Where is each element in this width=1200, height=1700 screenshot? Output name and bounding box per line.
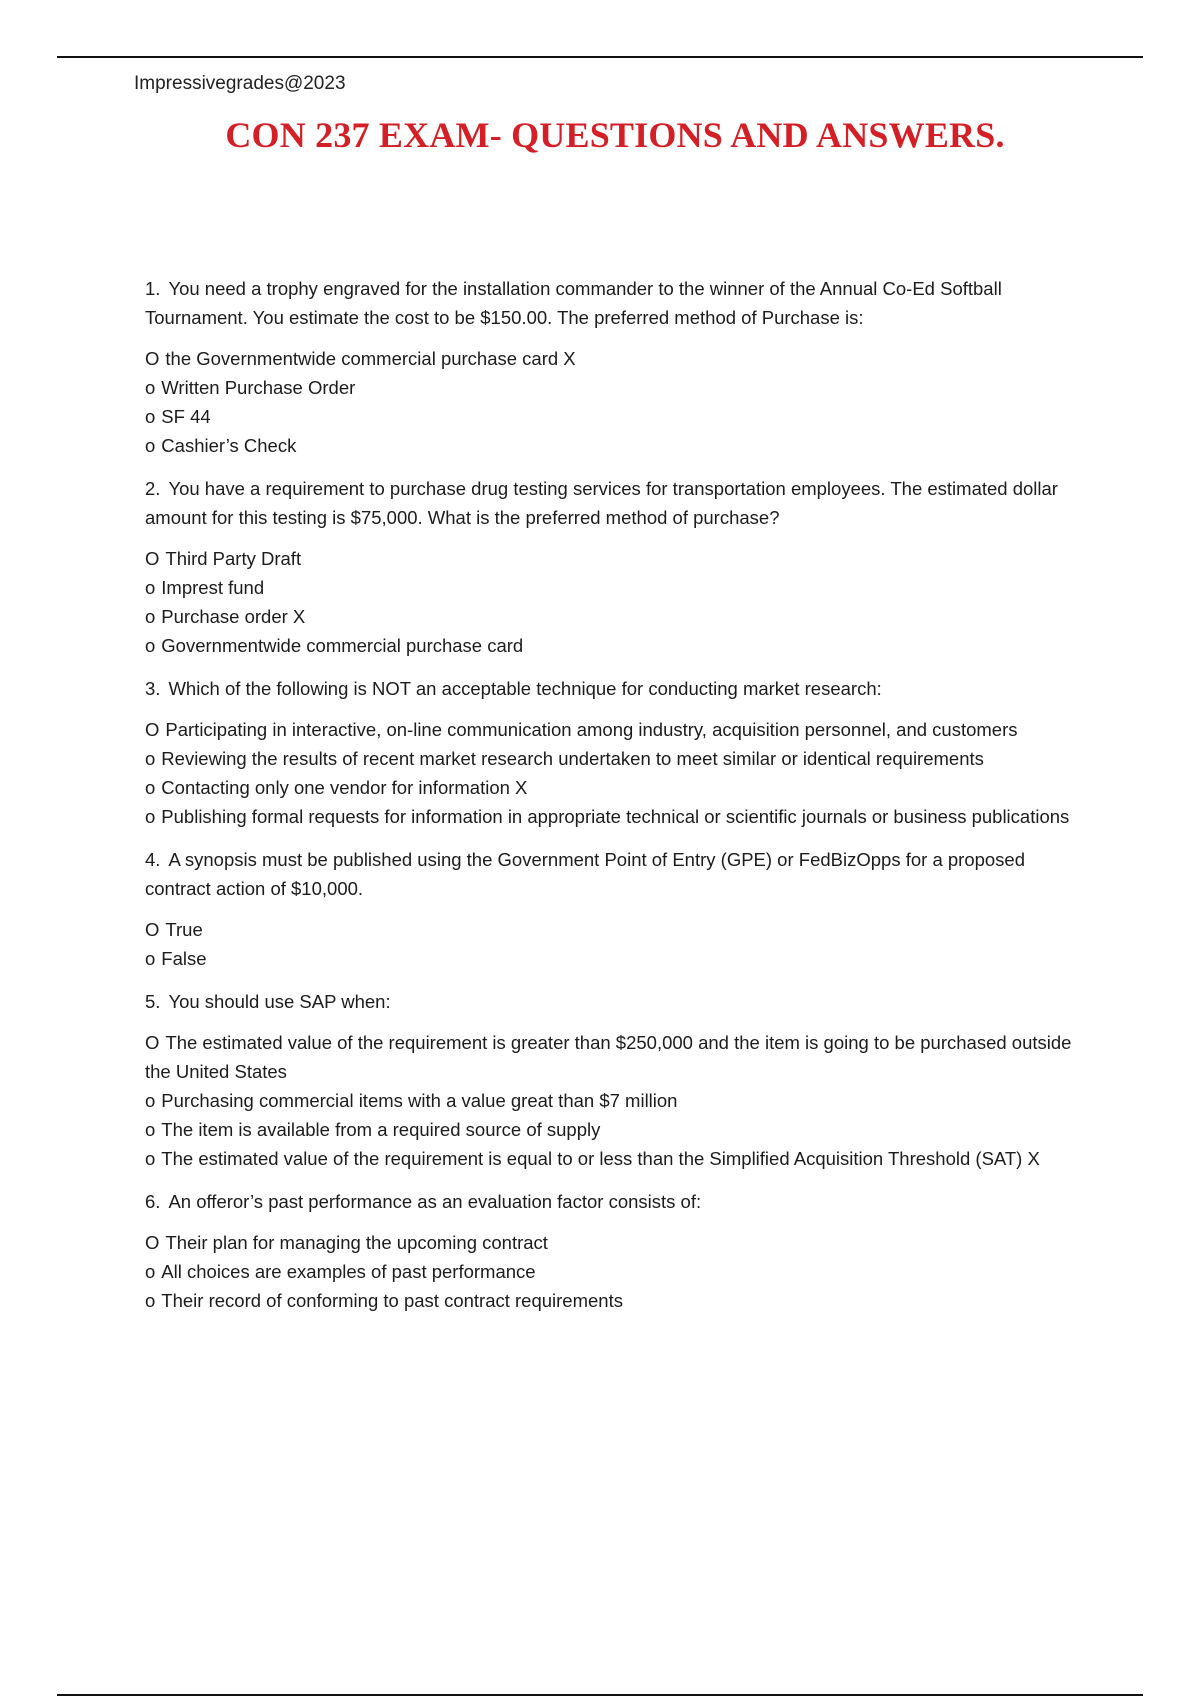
option-text: Reviewing the results of recent market research undertaken to meet similar or identical requirements <box>161 748 984 769</box>
question-text <box>145 274 1075 332</box>
option-list <box>145 715 1075 831</box>
question-prompt: A synopsis must be published using the Government Point of Entry (GPE) or FedBizOpps for a proposed contract action of $10,000. <box>145 849 1026 899</box>
question-number: 5. <box>145 991 161 1012</box>
question-prompt: An offeror’s past performance as an evaluation factor consists of: <box>168 1191 702 1212</box>
option-bullet: O <box>145 1032 160 1053</box>
option-text: the Governmentwide commercial purchase card X <box>165 348 576 369</box>
option-item <box>145 431 1075 460</box>
option-text: Participating in interactive, on-line communication among industry, acquisition personnel, and customers <box>165 719 1018 740</box>
option-bullet: o <box>145 1290 156 1311</box>
option-text: Imprest fund <box>161 577 265 598</box>
question-4 <box>145 845 1075 973</box>
option-list <box>145 1028 1075 1173</box>
option-bullet: o <box>145 577 156 598</box>
option-bullet: o <box>145 606 156 627</box>
option-text: All choices are examples of past performance <box>161 1261 536 1282</box>
option-bullet: o <box>145 806 156 827</box>
option-text: Cashier’s Check <box>161 435 297 456</box>
question-3 <box>145 674 1075 831</box>
option-text: SF 44 <box>161 406 211 427</box>
option-list <box>145 915 1075 973</box>
option-bullet: o <box>145 435 156 456</box>
question-prompt: You have a requirement to purchase drug testing services for transportation employees. The estimated dollar amount for this testing is $75,000. What is the preferred method of purchase? <box>145 478 1058 528</box>
question-prompt: You should use SAP when: <box>168 991 391 1012</box>
option-item <box>145 602 1075 631</box>
document-title: CON 237 EXAM- QUESTIONS AND ANSWERS. <box>225 115 1005 155</box>
option-item <box>145 1228 1075 1257</box>
option-item <box>145 544 1075 573</box>
question-number: 4. <box>145 849 161 870</box>
option-bullet: o <box>145 1119 156 1140</box>
question-text <box>145 674 1075 703</box>
option-text: The estimated value of the requirement is equal to or less than the Simplified Acquisition Threshold (SAT) X <box>161 1148 1040 1169</box>
option-bullet: o <box>145 948 156 969</box>
option-text: The estimated value of the requirement is greater than $250,000 and the item is going to be purchased outside the United States <box>145 1032 1072 1082</box>
option-item <box>145 715 1075 744</box>
option-item <box>145 631 1075 660</box>
option-text: Their record of conforming to past contract requirements <box>161 1290 623 1311</box>
option-text: True <box>165 919 203 940</box>
option-bullet: o <box>145 406 156 427</box>
question-1 <box>145 274 1075 460</box>
option-text: The item is available from a required source of supply <box>161 1119 601 1140</box>
option-item <box>145 802 1075 831</box>
option-bullet: o <box>145 1261 156 1282</box>
option-list <box>145 544 1075 660</box>
option-item <box>145 744 1075 773</box>
option-item <box>145 573 1075 602</box>
option-text: Purchase order X <box>161 606 306 627</box>
option-item <box>145 1086 1075 1115</box>
option-text: Purchasing commercial items with a value great than $7 million <box>161 1090 678 1111</box>
option-item <box>145 373 1075 402</box>
top-divider <box>57 56 1143 58</box>
option-item <box>145 773 1075 802</box>
option-text: Contacting only one vendor for information X <box>161 777 528 798</box>
question-number: 6. <box>145 1191 161 1212</box>
question-prompt: You need a trophy engraved for the installation commander to the winner of the Annual Co-Ed Softball Tournament. You estimate the cost to be $150.00. The preferred method of Purchase is: <box>145 278 1002 328</box>
question-number: 3. <box>145 678 161 699</box>
option-item <box>145 344 1075 373</box>
option-bullet: O <box>145 548 160 569</box>
option-bullet: o <box>145 1148 156 1169</box>
option-text: Written Purchase Order <box>161 377 356 398</box>
option-item <box>145 1257 1075 1286</box>
question-prompt: Which of the following is NOT an acceptable technique for conducting market research: <box>168 678 882 699</box>
option-text: Publishing formal requests for information in appropriate technical or scientific journals or business publications <box>161 806 1070 827</box>
option-text: Their plan for managing the upcoming contract <box>165 1232 548 1253</box>
option-bullet: o <box>145 748 156 769</box>
option-text: Governmentwide commercial purchase card <box>161 635 524 656</box>
option-bullet: o <box>145 1090 156 1111</box>
option-bullet: o <box>145 377 156 398</box>
option-bullet: O <box>145 719 160 740</box>
option-list <box>145 1228 1075 1315</box>
option-list <box>145 344 1075 460</box>
question-6 <box>145 1187 1075 1315</box>
option-bullet: O <box>145 1232 160 1253</box>
option-item <box>145 1115 1075 1144</box>
option-item <box>145 402 1075 431</box>
question-number: 1. <box>145 278 161 299</box>
option-bullet: O <box>145 348 160 369</box>
option-bullet: o <box>145 635 156 656</box>
option-item <box>145 915 1075 944</box>
question-list <box>145 274 1075 1329</box>
option-item <box>145 1144 1075 1173</box>
question-text <box>145 1187 1075 1216</box>
bottom-divider <box>57 1694 1143 1696</box>
question-5 <box>145 987 1075 1173</box>
question-text <box>145 987 1075 1016</box>
option-bullet: O <box>145 919 160 940</box>
question-2 <box>145 474 1075 660</box>
question-number: 2. <box>145 478 161 499</box>
question-text <box>145 474 1075 532</box>
option-bullet: o <box>145 777 156 798</box>
option-item <box>145 1286 1075 1315</box>
option-item <box>145 944 1075 973</box>
option-text: Third Party Draft <box>165 548 302 569</box>
header-watermark: Impressivegrades@2023 <box>134 73 346 94</box>
option-text: False <box>161 948 207 969</box>
question-text <box>145 845 1075 903</box>
option-item <box>145 1028 1075 1086</box>
